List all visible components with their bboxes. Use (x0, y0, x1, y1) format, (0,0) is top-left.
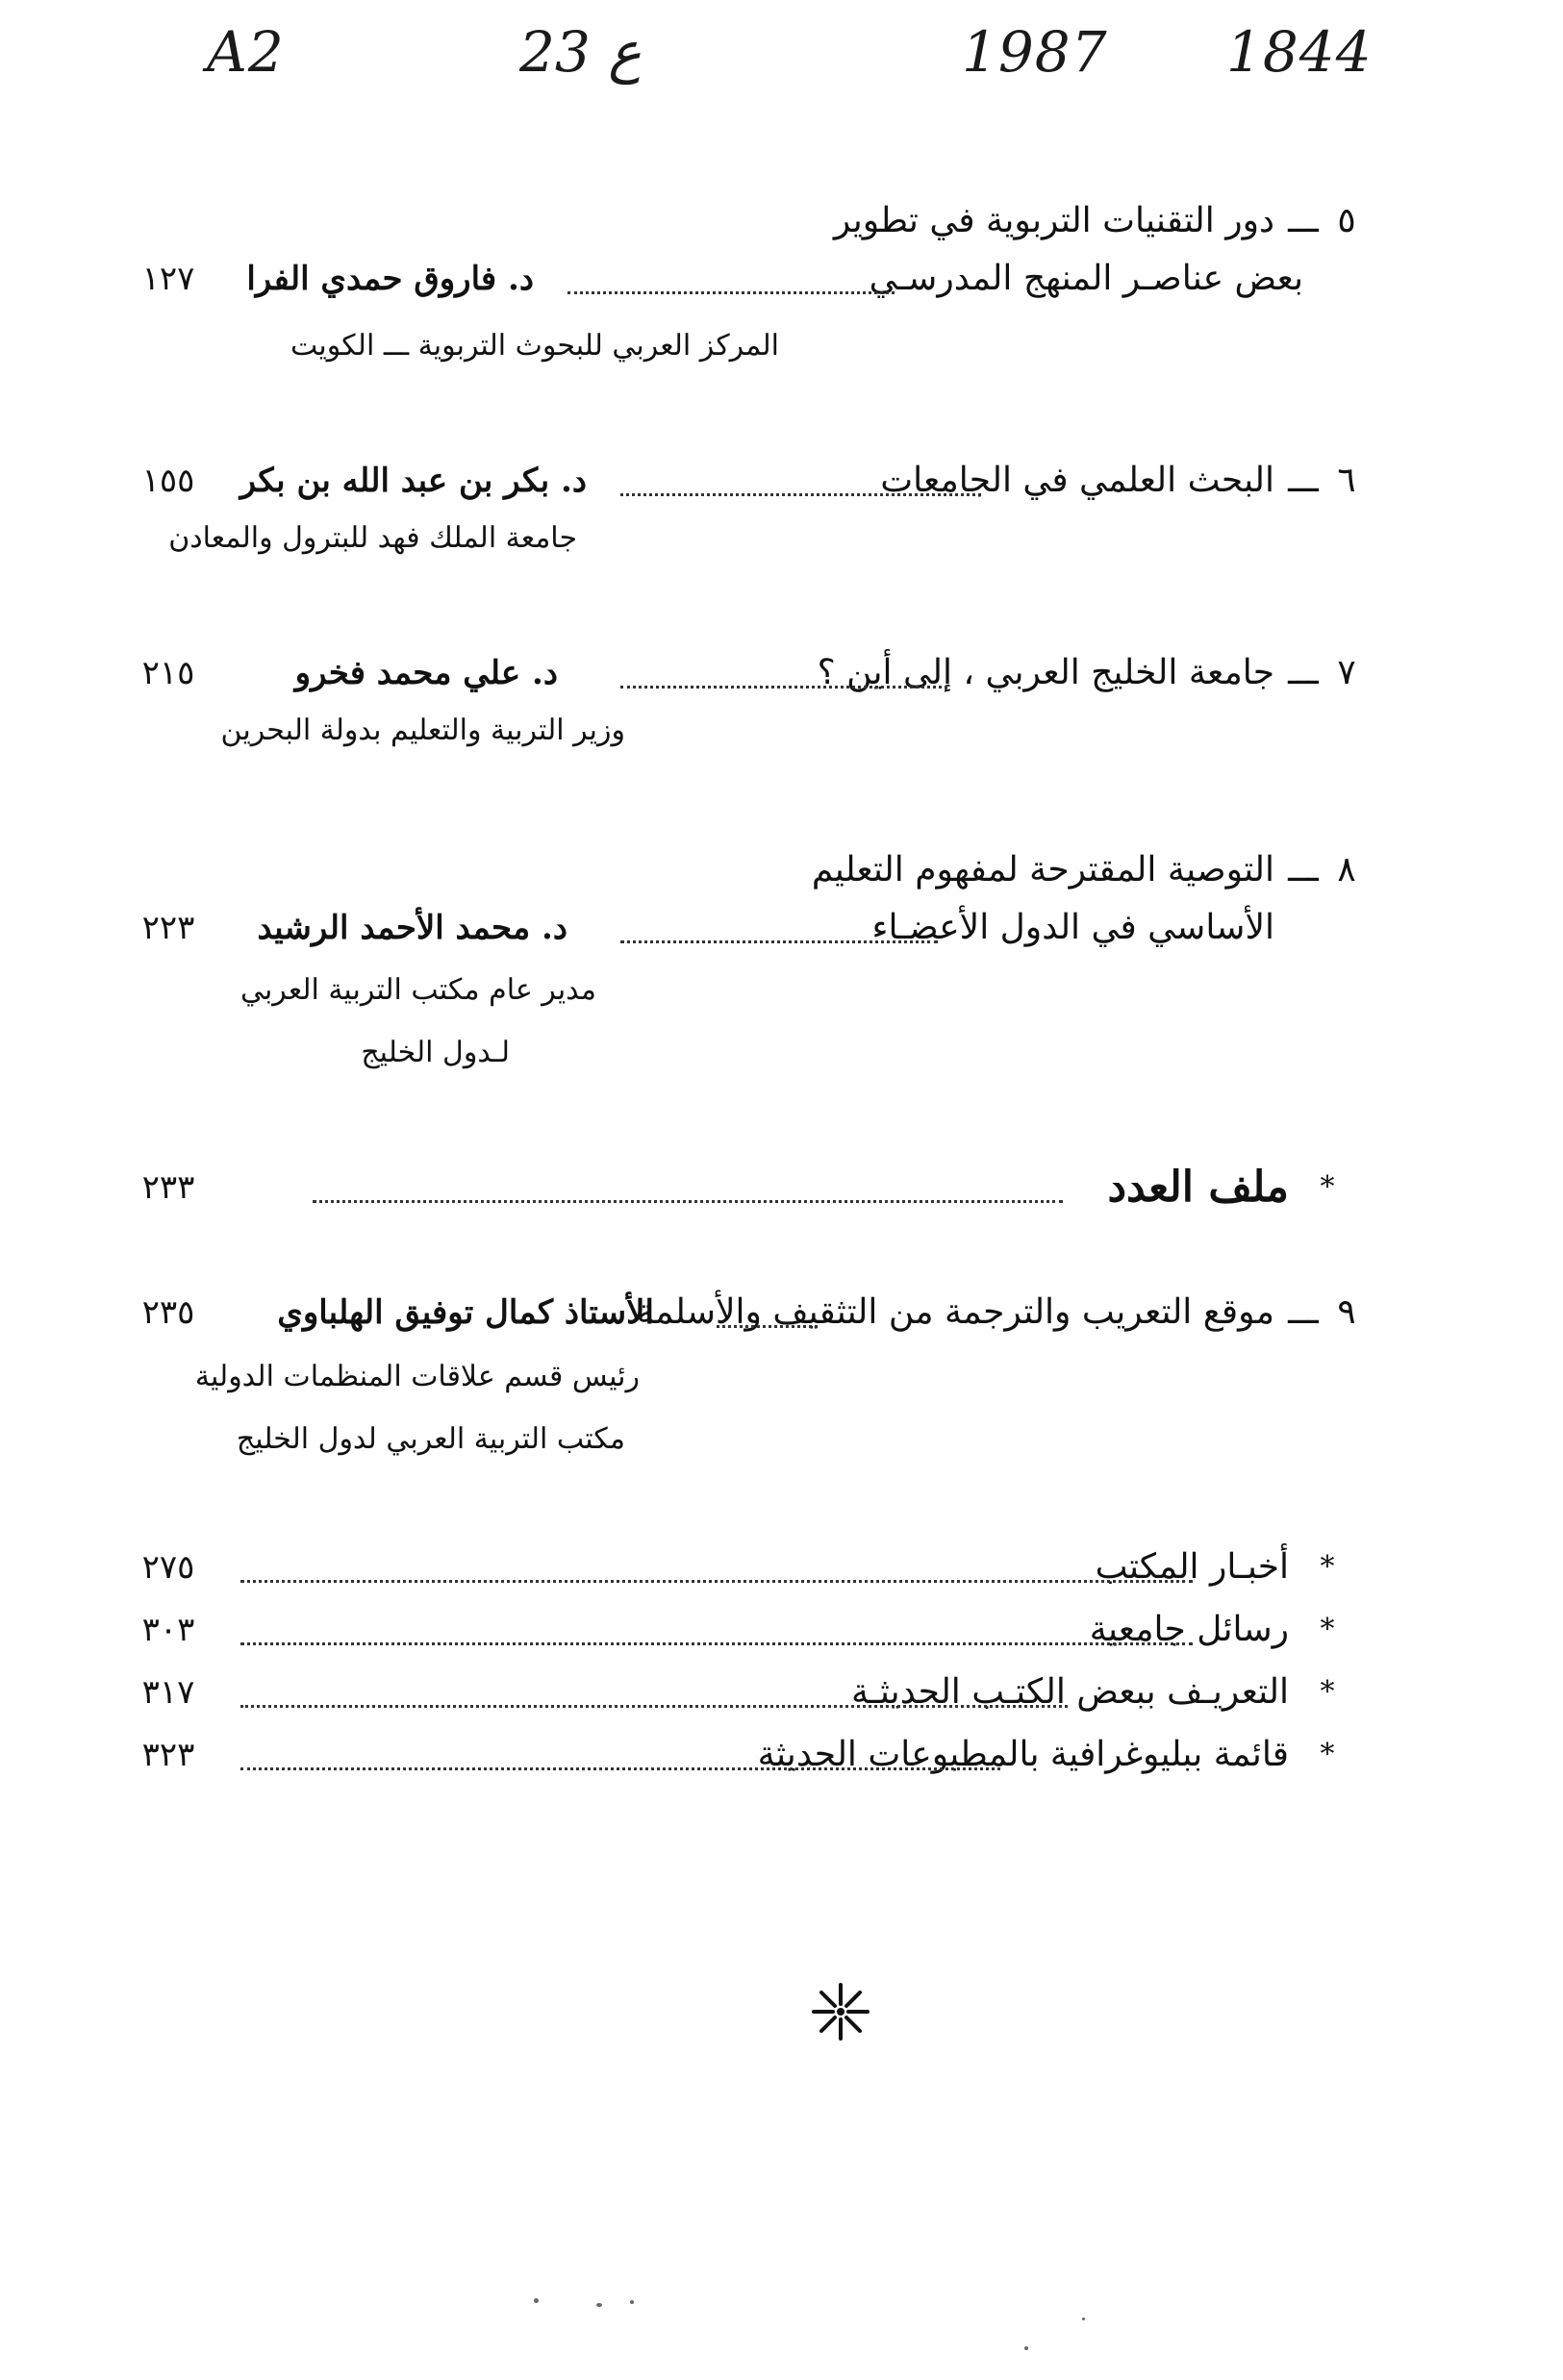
section-star: * (1320, 1613, 1335, 1646)
entry-affiliation-line-1: مدير عام مكتب التربية العربي (239, 973, 596, 1007)
entry-author: د. علي محمد فخرو (294, 654, 558, 692)
leader-dots (620, 631, 947, 689)
leader-dots (717, 1270, 818, 1328)
section-page-number: ٣١٧ (141, 1673, 195, 1712)
toc-entry-7 (115, 644, 1366, 747)
scan-speck (596, 2303, 602, 2307)
leader-dots (240, 1588, 1193, 1645)
entry-title-line-1: التوصية المقترحة لمفهوم التعليم (811, 850, 1274, 889)
leader-dots (240, 1713, 1000, 1770)
section-title: التعريـف ببعض الكتـب الحديثـة (850, 1672, 1289, 1712)
section-title: رسائل جامعية (1089, 1610, 1289, 1649)
section-bibliography (115, 1726, 1366, 1774)
entry-affiliation-line-1: رئيس قسم علاقات المنظمات الدولية (194, 1360, 640, 1393)
entry-title-line-2: الأساسي في الدول الأعضـاء (871, 908, 1274, 947)
leader-dots (620, 886, 938, 943)
entry-number: ٥ (1337, 201, 1356, 240)
section-star: * (1320, 1738, 1335, 1771)
section-issue-file (115, 1159, 1366, 1212)
entry-dash: ـــ (1288, 461, 1319, 500)
entry-dash: ـــ (1288, 850, 1319, 889)
toc-entry-6 (115, 452, 1366, 555)
handwritten-accession: 1844 (1226, 19, 1373, 85)
handwritten-code: A2 (207, 19, 285, 85)
section-page-number: ٢٧٥ (141, 1548, 195, 1587)
entry-author: د. بكر بن عبد الله بن بكر (239, 462, 587, 500)
section-page-number: ٣٠٣ (141, 1611, 195, 1649)
scan-speck (1082, 2317, 1085, 2320)
entry-title: موقع التعريب والترجمة من التثقيف والأسلمة (636, 1292, 1274, 1332)
section-title: أخبـار المكتب (1095, 1547, 1289, 1587)
entry-affiliation: المركز العربي للبحوث التربوية ـــ الكويت (290, 329, 779, 363)
section-title: ملف العدد (1107, 1163, 1289, 1212)
entry-title: جامعة الخليج العربي ، إلى أين ؟ (817, 653, 1274, 692)
leader-dots (620, 438, 981, 496)
section-page-number: ٣٢٣ (141, 1736, 195, 1774)
section-star: * (1320, 1550, 1335, 1584)
entry-number: ٩ (1337, 1292, 1356, 1332)
entry-page-number: ٢٣٥ (141, 1293, 195, 1332)
entry-dash: ـــ (1288, 1292, 1319, 1332)
entry-number: ٨ (1337, 850, 1356, 889)
handwritten-year: 1987 (962, 19, 1108, 85)
entry-page-number: ٢١٥ (141, 654, 195, 692)
asterisk-flower-icon (810, 1981, 871, 2042)
section-new-books (115, 1664, 1366, 1712)
entry-affiliation: وزير التربية والتعليم بدولة البحرين (220, 714, 625, 747)
entry-number: ٦ (1337, 461, 1356, 500)
entry-title-line-2: بعض عناصـر المنهج المدرسـي (869, 259, 1303, 298)
toc-entry-9 (115, 1284, 1366, 1456)
entry-affiliation-line-2: مكتب التربية العربي لدول الخليج (236, 1422, 625, 1456)
entry-dash: ـــ (1288, 201, 1319, 240)
section-theses (115, 1601, 1366, 1649)
entry-number: ٧ (1337, 653, 1356, 692)
entry-page-number: ١٥٥ (141, 462, 195, 500)
entry-author: د. فاروق حمدي الفرا (246, 260, 534, 298)
entry-page-number: ٢٢٣ (141, 909, 195, 947)
section-star: * (1320, 1675, 1335, 1709)
leader-dots (313, 1145, 1063, 1203)
entry-dash: ـــ (1288, 653, 1319, 692)
section-page-number: ٢٣٣ (141, 1168, 195, 1207)
scan-speck (534, 2298, 539, 2303)
entry-title-line-1: دور التقنيات التربوية في تطوير (833, 201, 1274, 240)
entry-title: البحث العلمي في الجامعات (880, 461, 1274, 500)
entry-page-number: ١٢٧ (141, 260, 195, 298)
entry-affiliation-line-2: لـدول الخليج (361, 1036, 510, 1069)
entry-author: د. محمد الأحمد الرشيد (257, 909, 567, 947)
scan-speck (1024, 2346, 1028, 2350)
leader-dots (240, 1525, 1193, 1583)
handwritten-issue: 23 ع (519, 19, 642, 85)
toc-entry-8 (115, 841, 1366, 1069)
toc-entry-5 (115, 192, 1366, 363)
section-star: * (1320, 1170, 1335, 1204)
section-title: قائمة ببليوغرافية بالمطبوعات الحديثة (757, 1735, 1289, 1774)
scan-speck (630, 2300, 634, 2304)
leader-dots (240, 1650, 1068, 1708)
leader-dots (567, 237, 895, 294)
section-news (115, 1539, 1366, 1587)
entry-author: الأستاذ كمال توفيق الهلباوي (277, 1293, 654, 1332)
entry-affiliation: جامعة الملك فهد للبترول والمعادن (168, 521, 577, 555)
